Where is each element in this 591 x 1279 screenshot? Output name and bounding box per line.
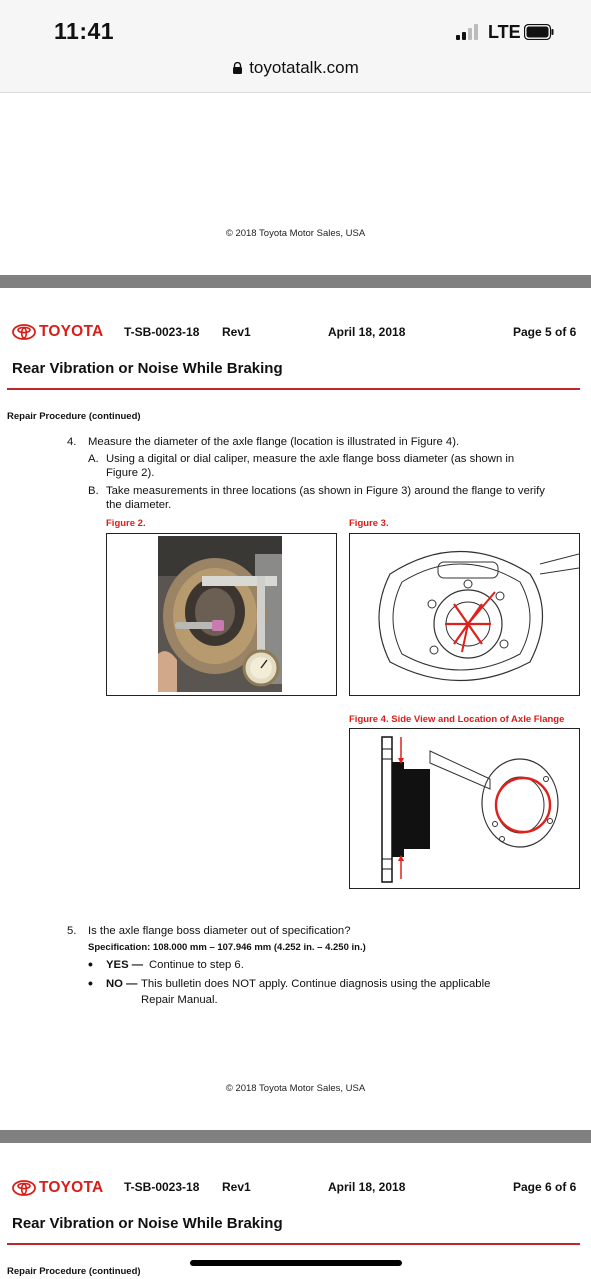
section-heading: Repair Procedure (continued) xyxy=(7,411,141,422)
step-4b-line2: the diameter. xyxy=(106,499,172,511)
specification: Specification: 108.000 mm – 107.946 mm (4.252 in. – 4.250 in.) xyxy=(88,942,366,953)
home-indicator[interactable] xyxy=(190,1260,402,1266)
section-heading: Repair Procedure (continued) xyxy=(7,1266,141,1277)
bullet-dot: • xyxy=(88,956,93,972)
doc-id: T-SB-0023-18 xyxy=(124,1180,200,1194)
revision: Rev1 xyxy=(222,1180,251,1194)
flange-measurement-diagram xyxy=(350,534,579,695)
revision: Rev1 xyxy=(222,325,251,339)
step-4-text: Measure the diameter of the axle flange (location is illustrated in Figure 4). xyxy=(88,436,460,448)
no-label: NO — xyxy=(106,978,138,990)
clock: 11:41 xyxy=(54,18,115,44)
figure-3-label: Figure 3. xyxy=(349,518,389,529)
page-separator xyxy=(0,275,591,288)
lock-icon xyxy=(232,62,243,74)
signal-icon xyxy=(456,24,482,40)
title-rule xyxy=(7,1243,580,1245)
figure-4-box xyxy=(349,728,580,889)
step-4a-line1: Using a digital or dial caliper, measure the axle flange boss diameter (as shown in xyxy=(106,453,515,465)
battery-icon xyxy=(524,24,554,40)
page-title: Rear Vibration or Noise While Braking xyxy=(12,360,283,377)
bullet-dot: • xyxy=(88,975,93,991)
yes-label: YES — xyxy=(106,959,144,971)
step-4a-label: A. xyxy=(88,453,99,465)
page-footer: © 2018 Toyota Motor Sales, USA xyxy=(225,228,366,239)
no-text-line2: Repair Manual. xyxy=(141,994,218,1006)
logo-text: TOYOTA xyxy=(39,323,104,340)
page-title: Rear Vibration or Noise While Braking xyxy=(12,1215,283,1232)
title-rule xyxy=(7,388,580,390)
step-4a-line2: Figure 2). xyxy=(106,467,155,479)
figure-2-box xyxy=(106,533,337,696)
figure-4-label: Figure 4. Side View and Location of Axle Flange xyxy=(349,714,565,725)
toyota-logo xyxy=(12,1179,103,1197)
toyota-emblem-icon xyxy=(12,324,36,340)
no-text: This bulletin does NOT apply. Continue diagnosis using the applicable xyxy=(141,978,491,990)
step-4-number: 4. xyxy=(67,436,77,448)
doc-id: T-SB-0023-18 xyxy=(124,325,200,339)
figure-2-label: Figure 2. xyxy=(106,518,146,529)
toyota-logo xyxy=(12,323,103,341)
doc-date: April 18, 2018 xyxy=(328,325,406,339)
page-number: Page 6 of 6 xyxy=(513,1180,577,1194)
page-separator xyxy=(0,1130,591,1143)
caliper-photo xyxy=(107,534,336,695)
page-footer: © 2018 Toyota Motor Sales, USA xyxy=(225,1083,366,1094)
axle-flange-side-view-diagram xyxy=(350,729,579,888)
page-number: Page 5 of 6 xyxy=(513,325,577,339)
logo-text: TOYOTA xyxy=(39,1179,104,1196)
figure-3-box xyxy=(349,533,580,696)
toyota-emblem-icon xyxy=(12,1180,36,1196)
step-4b-line1: Take measurements in three locations (as shown in Figure 3) around the flange to verify xyxy=(106,485,545,497)
step-5-question: Is the axle flange boss diameter out of specification? xyxy=(88,925,351,937)
url-text: toyotatalk.com xyxy=(249,58,359,77)
network-type: LTE xyxy=(488,22,521,42)
status-bar xyxy=(0,0,591,93)
step-4b-label: B. xyxy=(88,485,99,497)
address-bar[interactable] xyxy=(0,58,591,78)
doc-date: April 18, 2018 xyxy=(328,1180,406,1194)
yes-text: Continue to step 6. xyxy=(149,959,244,971)
step-5-number: 5. xyxy=(67,925,77,937)
